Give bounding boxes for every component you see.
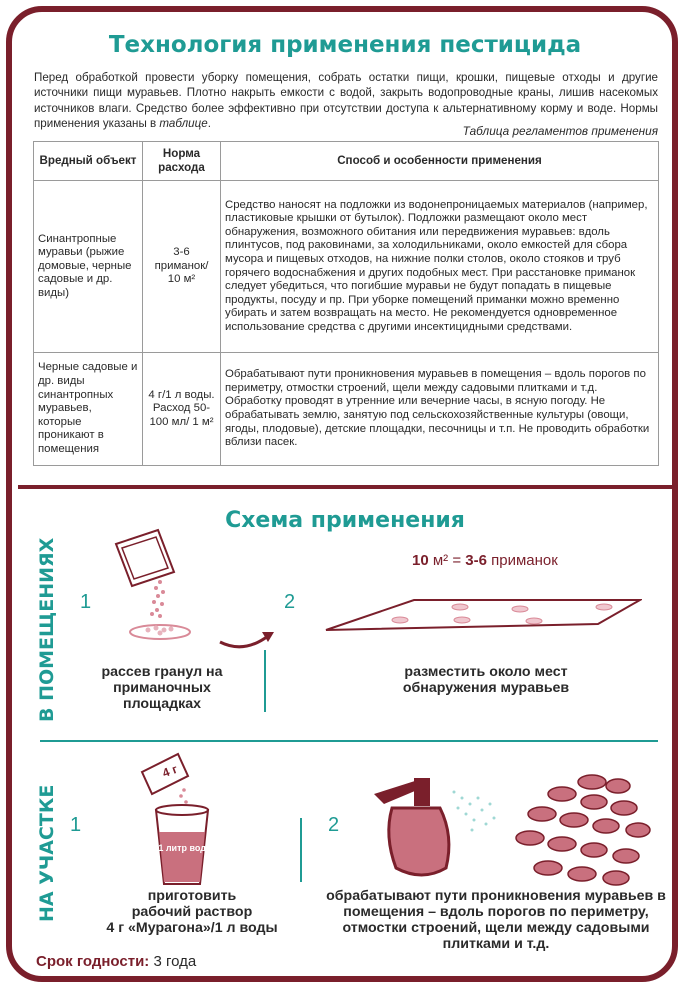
indoor-step2-number: 2: [284, 591, 296, 613]
intro-paragraph: [34, 70, 658, 131]
outdoor-step1-line1: приготовить: [147, 888, 237, 904]
indoor-step1-caption: рассев гранул на приманочных площадках: [101, 664, 223, 712]
table-caption: Таблица регламентов применения: [462, 124, 658, 138]
outdoor-step1-line2: рабочий раствор: [131, 904, 253, 920]
intro-text: Перед обработкой провести уборку помещения, собрать остатки пищи, крошки, пищевые отходы и другие источники пищи муравьев. Плотно накрыть емкости с водой, закрыть водопроводные краны, лишив насекомых источников влаги. Средство более эффективно при отсутствии доступа к альтернативному корму и воде. Нормы применения указаны в: [34, 71, 658, 130]
table-header-row: [34, 142, 659, 181]
sprayer-icon: [362, 764, 662, 890]
intro-table-ref: таблице: [159, 116, 208, 130]
section-divider: [18, 485, 672, 489]
cell-method: Средство наносят на подложки из водонепроницаемых материалов (например, пластиковые крышки от бутылок). Подложки размещают около мест обнаружения, возможного обитания или передвижения муравьев: вдоль плинтусов, под раковинами, за холодильниками, около емкостей для сбора мусора и пищевых отходов, на нижние полки столов, около стояков и труб горячего водоснабжения и других подобных мест. При расстановке приманок следует убедиться, что погибшие муравьи не будут попадать в пищевые продукты, посуду и пр. При уборке помещений приманки можно временно убирать и затем возвращать на место. Не рекомендуется одновременное использование средства с другими инсектицидными средствами.: [221, 181, 659, 353]
table-row: [34, 181, 659, 353]
cell-method: Обрабатывают пути проникновения муравьев в помещения – вдоль порогов по периметру, отмостки строений, щели между садовыми плитками и т.д. Обработку проводят в утренние или вечерние часы, в ясную погоду. Не обрабатывать землю, занятую под сельскохозяйственные культуры (овощи, ягоды, плодовые), детские площадки, песочницы и т.п. Не проводить обработки вблизи пасек.: [221, 353, 659, 466]
bait-ratio: [412, 552, 558, 569]
outdoor-step1-caption: [82, 888, 302, 936]
table-row: [34, 353, 659, 466]
cell-pest: Черные садовые и др. виды синантропных муравьев, которые проникают в помещения: [34, 353, 143, 466]
cell-rate: 4 г/1 л воды. Расход 50-100 мл/ 1 м²: [143, 353, 221, 466]
indoor-step1-number: 1: [80, 591, 92, 613]
indoor-step2-caption: разместить около мест обнаружения муравьев: [402, 664, 570, 696]
outdoor-label: НА УЧАСТКЕ: [36, 784, 58, 922]
outdoor-step-separator: [300, 818, 302, 882]
outdoor-step1-number: 1: [70, 814, 82, 836]
regulations-table: [33, 141, 659, 466]
ratio-unit: м² =: [432, 552, 462, 569]
arrow-icon: [218, 628, 278, 650]
expiry-line: [36, 953, 196, 970]
cell-rate: 3-6 приманок/ 10 м²: [143, 181, 221, 353]
packet-label: 4 г: [160, 761, 180, 781]
expiry-value: 3 года: [153, 953, 197, 970]
ratio-area: 10: [412, 552, 429, 569]
ratio-word: приманок: [491, 552, 558, 569]
outdoor-step2-number: 2: [328, 814, 340, 836]
header-method: Способ и особенности применения: [221, 142, 659, 181]
header-pest: Вредный объект: [34, 142, 143, 181]
scheme-title: Схема применения: [225, 508, 465, 533]
section-line: [40, 740, 658, 742]
outdoor-step1-line3: 4 г «Мурагона»/1 л воды: [106, 920, 278, 936]
outdoor-step2-caption: обрабатывают пути проникновения муравьев в помещения – вдоль порогов по периметру, отмостки строений, щели между садовыми плитками и т.д.: [326, 888, 666, 952]
cell-pest: Синантропные муравьи (рыжие домовые, черные садовые и др. виды): [34, 181, 143, 353]
indoor-label: В ПОМЕЩЕНИЯХ: [36, 537, 58, 722]
expiry-label: Срок годности:: [36, 953, 150, 970]
ratio-count: 3-6: [465, 552, 487, 569]
intro-end: .: [207, 116, 211, 130]
indoor-step-separator: [264, 650, 266, 712]
header-rate: Норма расхода: [143, 142, 221, 181]
granule-packet-icon: [108, 526, 208, 646]
page-title: Технология применения пестицида: [108, 32, 582, 58]
floor-plane-icon: [322, 594, 642, 636]
glass-label: 1 литр воды: [158, 843, 214, 853]
